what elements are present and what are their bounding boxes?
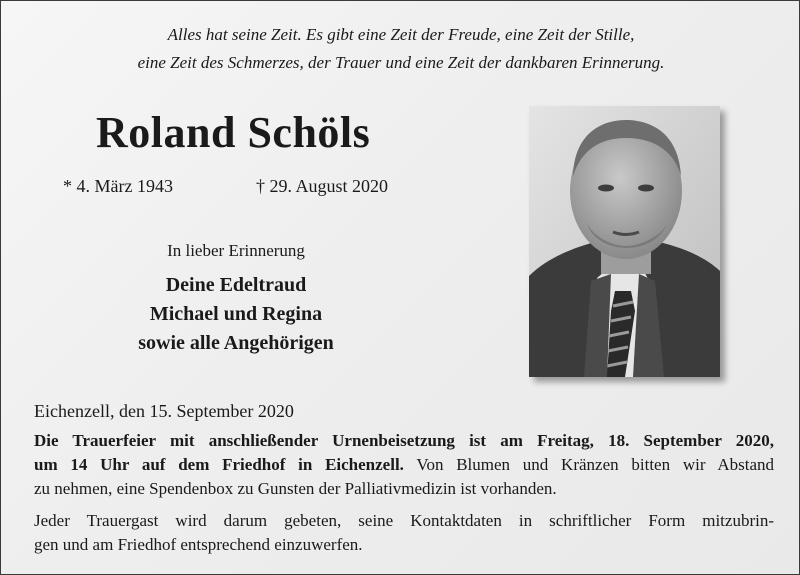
- ceremony-time-place: um 14 Uhr auf dem Friedhof in Eichenzell.: [34, 455, 404, 474]
- remembrance-intro: In lieber Erinnerung: [167, 241, 305, 260]
- mourner-line: sowie alle Angehörigen: [138, 332, 334, 354]
- mourner-line: Michael und Regina: [149, 303, 323, 325]
- motto-quote: [1, 21, 800, 77]
- mourner-line: Deine Edeltraud: [165, 274, 307, 296]
- mourners-list: [61, 271, 411, 358]
- portrait-photo: [529, 106, 720, 377]
- contact-notice-line-1: Jeder Trauergast wird darum gebeten, seine Kontaktdaten in schriftlicher Form mitzubrin-: [34, 511, 774, 530]
- deceased-name: Roland Schöls: [96, 108, 371, 157]
- flowers-request: Von Blumen und Kränzen bitten wir Abstand: [403, 455, 774, 474]
- announcement-text: [34, 429, 774, 557]
- motto-line-1: Alles hat seine Zeit. Es gibt eine Zeit der Freude, eine Zeit der Stille,: [167, 25, 635, 44]
- donation-note: zu nehmen, eine Spendenbox zu Gunsten der Palliativmedizin ist vorhanden.: [34, 479, 557, 498]
- birth-date: * 4. März 1943: [63, 176, 173, 196]
- contact-notice-line-2: gen und am Friedhof entsprechend einzuwerfen.: [34, 535, 363, 554]
- motto-line-2: eine Zeit des Schmerzes, der Trauer und eine Zeit der dankbaren Erinnerung.: [137, 53, 665, 72]
- death-date: † 29. August 2020: [256, 176, 389, 196]
- announcement-line-1: [34, 429, 774, 453]
- announcement-line-2: [34, 453, 774, 477]
- ceremony-details: Die Trauerfeier mit anschließender Urnenbeisetzung ist am Freitag, 18. September 2020,: [34, 431, 774, 450]
- place-and-date: Eichenzell, den 15. September 2020: [34, 401, 294, 421]
